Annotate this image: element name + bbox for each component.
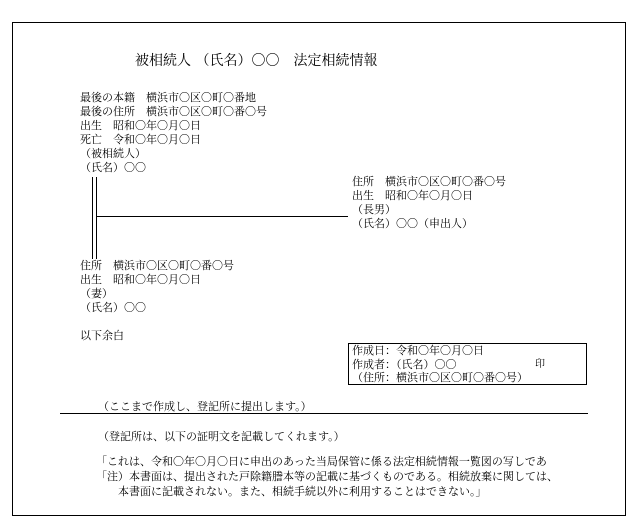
author-date: 作成日：令和〇年〇月〇日	[352, 344, 484, 357]
wife-name: （氏名）〇〇	[80, 301, 146, 314]
certificate-line-1: 「これは、令和〇年〇月〇日に申出のあった当局保管に係る法定相続情報一覧図の写しであ	[96, 455, 547, 468]
son-name: （氏名）〇〇（申出人）	[352, 217, 473, 230]
deceased-death: 死亡 令和〇年〇月〇日	[80, 133, 201, 146]
registry-note: （登記所は、以下の証明文を記載してくれます。）	[98, 430, 345, 443]
deceased-address: 最後の住所 横浜市〇区〇町〇番〇号	[80, 105, 267, 118]
author-address: （住所：横浜市〇区〇町〇番〇号）	[352, 371, 528, 384]
author-creator: 作成者：（氏名）〇〇	[352, 358, 457, 371]
deceased-honseki: 最後の本籍 横浜市〇区〇町〇番地	[80, 91, 256, 104]
son-birth: 出生 昭和〇年〇月〇日	[352, 189, 473, 202]
certificate-line-3: 本書面に記載されない。また、相続手続以外に利用することはできない。」	[96, 485, 487, 498]
separator-line	[60, 413, 588, 414]
wife-birth: 出生 昭和〇年〇月〇日	[80, 273, 201, 286]
son-role: （長男）	[352, 203, 396, 216]
page-title: 被相続人 （氏名）〇〇 法定相続情報	[135, 53, 378, 69]
submit-note: （ここまで作成し、登記所に提出します。）	[98, 400, 312, 413]
child-branch-line	[96, 216, 348, 217]
son-address: 住所 横浜市〇区〇町〇番〇号	[352, 175, 506, 188]
wife-address: 住所 横浜市〇区〇町〇番〇号	[80, 259, 234, 272]
deceased-role: （被相続人）	[80, 147, 146, 160]
wife-role: （妻）	[80, 287, 113, 300]
seal-mark: 印	[535, 359, 545, 370]
certificate-line-2: 「注）本書面は、提出された戸除籍謄本等の記載に基づくものである。相続放棄に関しては、	[96, 470, 558, 483]
deceased-birth: 出生 昭和〇年〇月〇日	[80, 119, 201, 132]
remainder-note: 以下余白	[80, 329, 124, 342]
deceased-name: （氏名）〇〇	[80, 161, 146, 174]
marriage-line-right	[96, 177, 97, 259]
marriage-line-left	[92, 177, 93, 259]
